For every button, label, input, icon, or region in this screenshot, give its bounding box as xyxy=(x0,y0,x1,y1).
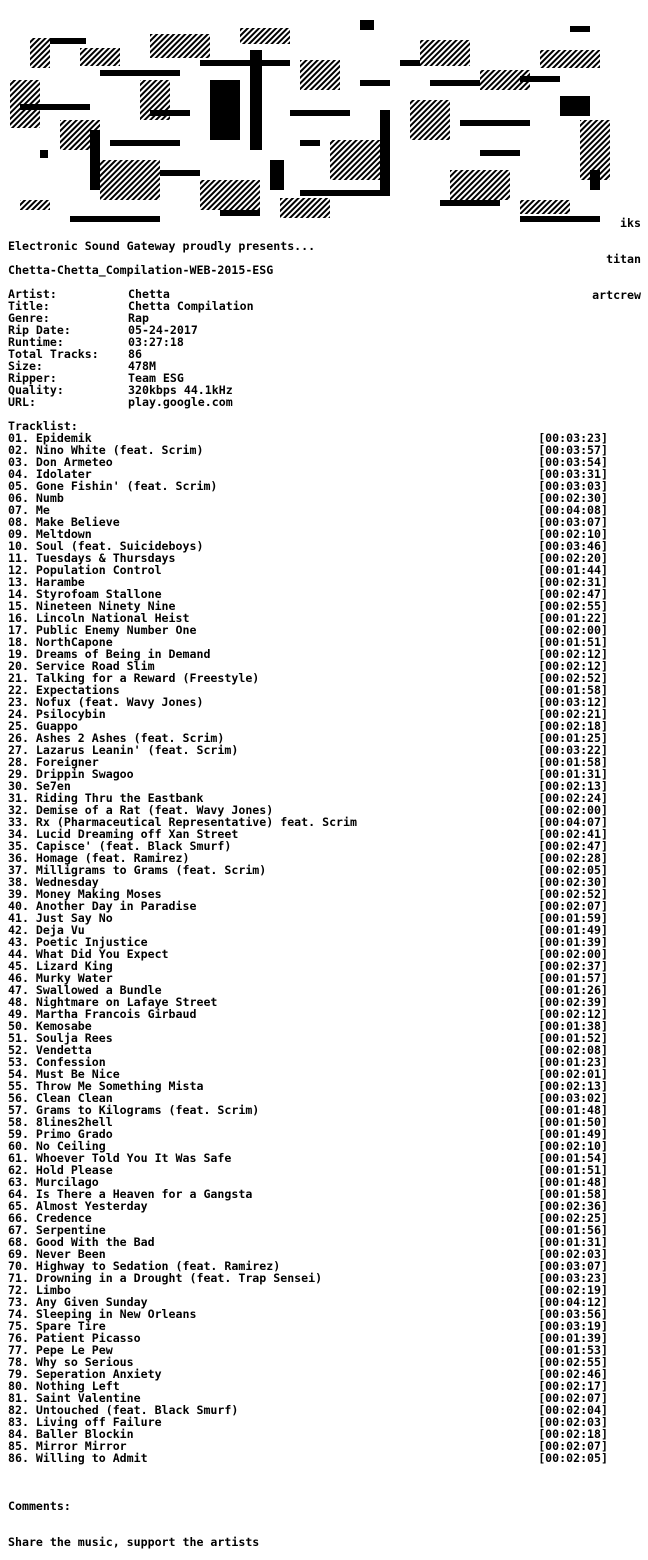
tracklist-header: Tracklist: xyxy=(8,419,78,433)
track-duration: [00:01:56] xyxy=(538,1223,608,1237)
track-duration: [00:02:21] xyxy=(538,707,608,721)
track-row xyxy=(8,1008,608,1020)
track-duration: [00:02:18] xyxy=(538,1427,608,1441)
track-title: 83. Living off Failure xyxy=(8,1415,162,1429)
meta-key: Size: xyxy=(8,359,43,373)
track-title: 60. No Ceiling xyxy=(8,1139,106,1153)
track-duration: [00:03:02] xyxy=(538,1091,608,1105)
track-duration: [00:03:12] xyxy=(538,695,608,709)
track-duration: [00:01:53] xyxy=(538,1343,608,1357)
track-row xyxy=(8,564,608,576)
track-title: 57. Grams to Kilograms (feat. Scrim) xyxy=(8,1103,260,1117)
track-row xyxy=(8,912,608,924)
track-title: 65. Almost Yesterday xyxy=(8,1199,148,1213)
track-row xyxy=(8,456,608,468)
track-duration: [00:02:07] xyxy=(538,899,608,913)
track-title: 06. Numb xyxy=(8,491,64,505)
track-duration: [00:01:38] xyxy=(538,1019,608,1033)
track-title: 80. Nothing Left xyxy=(8,1379,120,1393)
track-duration: [00:03:23] xyxy=(538,431,608,445)
track-title: 35. Capisce' (feat. Black Smurf) xyxy=(8,839,232,853)
track-duration: [00:02:07] xyxy=(538,1439,608,1453)
track-duration: [00:02:10] xyxy=(538,1139,608,1153)
track-duration: [00:01:22] xyxy=(538,611,608,625)
track-title: 44. What Did You Expect xyxy=(8,947,169,961)
track-duration: [00:04:08] xyxy=(538,503,608,517)
track-duration: [00:03:54] xyxy=(538,455,608,469)
meta-value: play.google.com xyxy=(128,395,233,409)
track-duration: [00:01:59] xyxy=(538,911,608,925)
track-title: 82. Untouched (feat. Black Smurf) xyxy=(8,1403,239,1417)
track-title: 56. Clean Clean xyxy=(8,1091,113,1105)
track-title: 59. Primo Grado xyxy=(8,1127,113,1141)
track-duration: [00:01:58] xyxy=(538,755,608,769)
track-title: 78. Why so Serious xyxy=(8,1355,134,1369)
track-title: 45. Lizard King xyxy=(8,959,113,973)
track-duration: [00:02:24] xyxy=(538,791,608,805)
track-duration: [00:02:00] xyxy=(538,623,608,637)
track-duration: [00:01:58] xyxy=(538,683,608,697)
track-title: 53. Confession xyxy=(8,1055,106,1069)
track-row xyxy=(8,708,608,720)
comments-text: Share the music, support the artists xyxy=(8,1535,260,1549)
track-duration: [00:02:17] xyxy=(538,1379,608,1393)
track-title: 04. Idolater xyxy=(8,467,92,481)
track-duration: [00:03:31] xyxy=(538,467,608,481)
tracklist xyxy=(8,432,608,1464)
track-duration: [00:02:47] xyxy=(538,587,608,601)
meta-key: Rip Date: xyxy=(8,323,71,337)
meta-key: URL: xyxy=(8,395,36,409)
track-title: 74. Sleeping in New Orleans xyxy=(8,1307,197,1321)
track-title: 52. Vendetta xyxy=(8,1043,92,1057)
meta-key: Title: xyxy=(8,299,50,313)
track-title: 47. Swallowed a Bundle xyxy=(8,983,162,997)
track-title: 26. Ashes 2 Ashes (feat. Scrim) xyxy=(8,731,225,745)
track-title: 46. Murky Water xyxy=(8,971,113,985)
track-title: 68. Good With the Bad xyxy=(8,1235,155,1249)
meta-value: 05-24-2017 xyxy=(128,323,198,337)
track-duration: [00:02:37] xyxy=(538,959,608,973)
track-title: 64. Is There a Heaven for a Gangsta xyxy=(8,1187,253,1201)
track-title: 37. Milligrams to Grams (feat. Scrim) xyxy=(8,863,267,877)
meta-key: Quality: xyxy=(8,383,64,397)
track-title: 31. Riding Thru the Eastbank xyxy=(8,791,204,805)
track-title: 69. Never Been xyxy=(8,1247,106,1261)
track-title: 71. Drowning in a Drought (feat. Trap Sensei) xyxy=(8,1271,323,1285)
meta-value: Rap xyxy=(128,311,149,325)
track-duration: [00:04:12] xyxy=(538,1295,608,1309)
track-duration: [00:01:48] xyxy=(538,1175,608,1189)
track-duration: [00:02:55] xyxy=(538,599,608,613)
track-duration: [00:03:03] xyxy=(538,479,608,493)
meta-key: Runtime: xyxy=(8,335,64,349)
track-duration: [00:02:52] xyxy=(538,671,608,685)
track-duration: [00:01:51] xyxy=(538,1163,608,1177)
banner-credits xyxy=(583,193,641,313)
track-title: 81. Saint Valentine xyxy=(8,1391,141,1405)
meta-key: Total Tracks: xyxy=(8,347,99,361)
track-duration: [00:01:26] xyxy=(538,983,608,997)
track-duration: [00:04:07] xyxy=(538,815,608,829)
track-duration: [00:02:55] xyxy=(538,1355,608,1369)
track-title: 32. Demise of a Rat (feat. Wavy Jones) xyxy=(8,803,274,817)
track-title: 55. Throw Me Something Mista xyxy=(8,1079,204,1093)
release-info xyxy=(8,288,254,408)
meta-value: Team ESG xyxy=(128,371,184,385)
track-title: 08. Make Believe xyxy=(8,515,120,529)
track-duration: [00:01:49] xyxy=(538,1127,608,1141)
track-title: 18. NorthCapone xyxy=(8,635,113,649)
track-duration: [00:01:54] xyxy=(538,1151,608,1165)
track-row xyxy=(8,516,608,528)
track-title: 63. Murcilago xyxy=(8,1175,99,1189)
track-title: 01. Epidemik xyxy=(8,431,92,445)
track-title: 02. Nino White (feat. Scrim) xyxy=(8,443,204,457)
track-title: 07. Me xyxy=(8,503,50,517)
track-duration: [00:02:08] xyxy=(538,1043,608,1057)
track-duration: [00:03:19] xyxy=(538,1319,608,1333)
comments-section xyxy=(8,1476,259,1560)
track-duration: [00:02:28] xyxy=(538,851,608,865)
track-row xyxy=(8,1452,608,1464)
track-duration: [00:03:07] xyxy=(538,515,608,529)
track-title: 12. Population Control xyxy=(8,563,162,577)
track-duration: [00:02:01] xyxy=(538,1067,608,1081)
track-title: 40. Another Day in Paradise xyxy=(8,899,197,913)
track-duration: [00:02:52] xyxy=(538,887,608,901)
esg-ascii-logo xyxy=(0,20,648,230)
track-row xyxy=(8,1272,608,1284)
track-title: 42. Deja Vu xyxy=(8,923,85,937)
track-title: 75. Spare Tire xyxy=(8,1319,106,1333)
track-row xyxy=(8,1032,608,1044)
track-title: 77. Pepe Le Pew xyxy=(8,1343,113,1357)
track-duration: [00:03:46] xyxy=(538,539,608,553)
track-title: 62. Hold Please xyxy=(8,1163,113,1177)
meta-value: Chetta xyxy=(128,287,170,301)
track-title: 19. Dreams of Being in Demand xyxy=(8,647,211,661)
track-title: 84. Baller Blockin xyxy=(8,1427,134,1441)
track-title: 51. Soulja Rees xyxy=(8,1031,113,1045)
track-row xyxy=(8,492,608,504)
meta-key: Artist: xyxy=(8,287,57,301)
meta-key: Genre: xyxy=(8,311,50,325)
track-title: 36. Homage (feat. Ramirez) xyxy=(8,851,190,865)
track-duration: [00:01:31] xyxy=(538,767,608,781)
track-title: 38. Wednesday xyxy=(8,875,99,889)
track-duration: [00:02:36] xyxy=(538,1199,608,1213)
track-title: 16. Lincoln National Heist xyxy=(8,611,190,625)
track-duration: [00:01:31] xyxy=(538,1235,608,1249)
credit-line: titan xyxy=(606,252,641,266)
track-duration: [00:02:10] xyxy=(538,527,608,541)
track-duration: [00:01:44] xyxy=(538,563,608,577)
meta-value: 03:27:18 xyxy=(128,335,184,349)
release-name: Chetta-Chetta_Compilation-WEB-2015-ESG xyxy=(8,263,274,277)
meta-value: 86 xyxy=(128,347,142,361)
track-title: 33. Rx (Pharmaceutical Representative) feat. Scrim xyxy=(8,815,358,829)
track-title: 14. Styrofoam Stallone xyxy=(8,587,162,601)
track-title: 72. Limbo xyxy=(8,1283,71,1297)
track-duration: [00:02:12] xyxy=(538,1007,608,1021)
track-duration: [00:01:25] xyxy=(538,731,608,745)
track-row xyxy=(8,1200,608,1212)
track-duration: [00:02:03] xyxy=(538,1247,608,1261)
track-duration: [00:02:13] xyxy=(538,779,608,793)
track-title: 30. Se7en xyxy=(8,779,71,793)
track-duration: [00:02:03] xyxy=(538,1415,608,1429)
track-title: 29. Drippin Swagoo xyxy=(8,767,134,781)
track-title: 15. Nineteen Ninety Nine xyxy=(8,599,176,613)
track-duration: [00:01:48] xyxy=(538,1103,608,1117)
track-duration: [00:02:20] xyxy=(538,551,608,565)
track-duration: [00:03:07] xyxy=(538,1259,608,1273)
track-duration: [00:02:07] xyxy=(538,1391,608,1405)
track-title: 34. Lucid Dreaming off Xan Street xyxy=(8,827,239,841)
credit-line: artcrew xyxy=(592,288,641,302)
track-title: 43. Poetic Injustice xyxy=(8,935,148,949)
track-title: 11. Tuesdays & Thursdays xyxy=(8,551,176,565)
track-duration: [00:01:58] xyxy=(538,1187,608,1201)
track-title: 24. Psilocybin xyxy=(8,707,106,721)
track-title: 28. Foreigner xyxy=(8,755,99,769)
track-duration: [00:02:18] xyxy=(538,719,608,733)
track-duration: [00:02:41] xyxy=(538,827,608,841)
track-duration: [00:02:05] xyxy=(538,1451,608,1465)
track-duration: [00:03:56] xyxy=(538,1307,608,1321)
track-title: 70. Highway to Sedation (feat. Ramirez) xyxy=(8,1259,281,1273)
track-title: 09. Meltdown xyxy=(8,527,92,541)
track-duration: [00:02:39] xyxy=(538,995,608,1009)
track-duration: [00:01:51] xyxy=(538,635,608,649)
meta-value: 320kbps 44.1kHz xyxy=(128,383,233,397)
track-title: 76. Patient Picasso xyxy=(8,1331,141,1345)
track-duration: [00:02:12] xyxy=(538,659,608,673)
track-duration: [00:03:23] xyxy=(538,1271,608,1285)
track-title: 41. Just Say No xyxy=(8,911,113,925)
meta-value: 478M xyxy=(128,359,156,373)
track-row xyxy=(8,768,608,780)
track-title: 58. 8lines2hell xyxy=(8,1115,113,1129)
track-duration: [00:02:31] xyxy=(538,575,608,589)
track-row xyxy=(8,480,608,492)
track-duration: [00:01:50] xyxy=(538,1115,608,1129)
track-duration: [00:02:12] xyxy=(538,647,608,661)
meta-row xyxy=(8,396,254,408)
track-title: 50. Kemosabe xyxy=(8,1019,92,1033)
track-title: 10. Soul (feat. Suicideboys) xyxy=(8,539,204,553)
track-title: 85. Mirror Mirror xyxy=(8,1439,127,1453)
track-title: 39. Money Making Moses xyxy=(8,887,162,901)
track-title: 20. Service Road Slim xyxy=(8,659,155,673)
track-title: 13. Harambe xyxy=(8,575,85,589)
track-duration: [00:01:49] xyxy=(538,923,608,937)
track-title: 27. Lazarus Leanin' (feat. Scrim) xyxy=(8,743,239,757)
comments-header: Comments: xyxy=(8,1499,71,1513)
track-duration: [00:03:57] xyxy=(538,443,608,457)
meta-key: Ripper: xyxy=(8,371,57,385)
track-title: 73. Any Given Sunday xyxy=(8,1295,148,1309)
track-duration: [00:01:23] xyxy=(538,1055,608,1069)
track-duration: [00:02:30] xyxy=(538,875,608,889)
track-title: 03. Don Armeteo xyxy=(8,455,113,469)
track-duration: [00:01:39] xyxy=(538,935,608,949)
track-duration: [00:01:57] xyxy=(538,971,608,985)
track-duration: [00:02:46] xyxy=(538,1367,608,1381)
track-title: 49. Martha Francois Girbaud xyxy=(8,1007,197,1021)
track-duration: [00:03:22] xyxy=(538,743,608,757)
track-duration: [00:01:52] xyxy=(538,1031,608,1045)
track-title: 79. Seperation Anxiety xyxy=(8,1367,162,1381)
track-title: 48. Nightmare on Lafaye Street xyxy=(8,995,218,1009)
track-title: 21. Talking for a Reward (Freestyle) xyxy=(8,671,260,685)
track-title: 05. Gone Fishin' (feat. Scrim) xyxy=(8,479,218,493)
track-title: 67. Serpentine xyxy=(8,1223,106,1237)
track-duration: [00:02:30] xyxy=(538,491,608,505)
track-duration: [00:02:25] xyxy=(538,1211,608,1225)
meta-value: Chetta Compilation xyxy=(128,299,254,313)
track-title: 61. Whoever Told You It Was Safe xyxy=(8,1151,232,1165)
credit-line: iks xyxy=(620,216,641,230)
track-duration: [00:02:00] xyxy=(538,803,608,817)
track-duration: [00:02:05] xyxy=(538,863,608,877)
track-title: 66. Credence xyxy=(8,1211,92,1225)
track-duration: [00:02:19] xyxy=(538,1283,608,1297)
track-duration: [00:02:04] xyxy=(538,1403,608,1417)
track-duration: [00:02:00] xyxy=(538,947,608,961)
track-title: 23. Nofux (feat. Wavy Jones) xyxy=(8,695,204,709)
track-title: 86. Willing to Admit xyxy=(8,1451,148,1465)
track-title: 25. Guappo xyxy=(8,719,78,733)
track-duration: [00:02:47] xyxy=(538,839,608,853)
track-title: 22. Expectations xyxy=(8,683,120,697)
intro-line: Electronic Sound Gateway proudly presents... xyxy=(8,239,316,253)
track-title: 54. Must Be Nice xyxy=(8,1067,120,1081)
track-duration: [00:02:13] xyxy=(538,1079,608,1093)
track-duration: [00:01:39] xyxy=(538,1331,608,1345)
track-title: 17. Public Enemy Number One xyxy=(8,623,197,637)
